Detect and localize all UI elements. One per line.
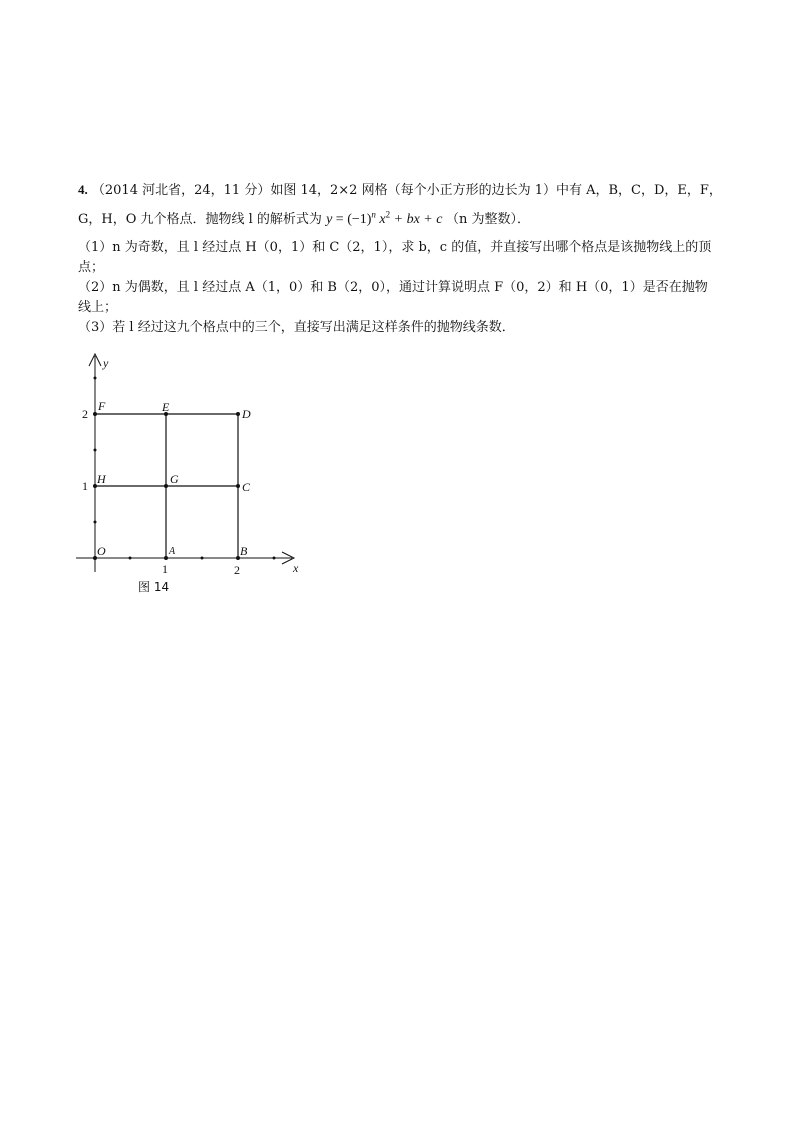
point-C-dot [236,484,240,488]
part-1: （1）n 为奇数，且 l 经过点 H（0，1）和 C（2，1），求 b，c 的值，并直接写出哪个格点是该抛物线上的顶点； [78,240,712,275]
figure-14 [70,350,310,600]
point-D-dot [236,412,240,416]
x-tick-dot [201,557,204,560]
problem-condition: （n 为整数）． [445,212,530,227]
formula-exponent-2: 2 [385,209,391,220]
x-axis-label: x [293,561,299,575]
parabola-formula [326,209,446,227]
formula-rest: + bx + c [390,212,443,227]
formula-y: y [326,212,333,227]
point-F-label: F [98,399,106,413]
x-tick-dot [129,557,132,560]
y-tick-label-2: 2 [82,407,88,421]
y-tick-dot [94,449,97,452]
formula-x: x [375,212,386,227]
point-E-label: E [162,400,170,414]
x-tick-label-2: 2 [234,563,240,577]
point-A-label: A [169,546,176,557]
part-3: （3）若 l 经过这九个格点中的三个，直接写出满足这样条件的抛物线条数． [78,320,515,335]
point-G-label: G [170,472,179,486]
formula-exponent-n: n [371,209,376,220]
point-G-dot [164,484,168,488]
point-F-dot [93,412,97,416]
point-O-label: O [97,544,106,558]
point-C-label: C [242,480,251,494]
problem-line-2 [78,210,718,232]
x-tick-dot [273,557,276,560]
y-tick-dot [94,377,97,380]
problem-block [78,180,722,338]
formula-eq: = (−1) [332,212,372,227]
grid-figure [70,350,310,600]
point-B-label: B [240,544,248,558]
figure-caption: 图 14 [138,580,170,594]
y-axis-label: y [103,356,109,370]
problem-number: 4. [78,182,88,197]
point-D-label: D [242,407,251,421]
y-tick-label-1: 1 [82,479,88,493]
y-tick-dot [94,521,97,524]
part-2: （2）n 为偶数，且 l 经过点 A（1，0）和 B（2，0），通过计算说明点 F（0，2）和 H（0，1）是否在抛物线上； [78,280,708,315]
problem-intro-continued: G，H，O 九个格点．抛物线 l 的解析式为 [78,212,322,227]
x-tick-label-1: 1 [162,562,168,576]
problem-line-1 [78,180,722,200]
problem-intro: （2014 河北省，24，11 分）如图 14，2×2 网格（每个小正方形的边长为 1）中有 A，B，C，D，E，F， [91,183,722,198]
point-A-dot [164,556,168,560]
point-H-label: H [97,472,106,486]
